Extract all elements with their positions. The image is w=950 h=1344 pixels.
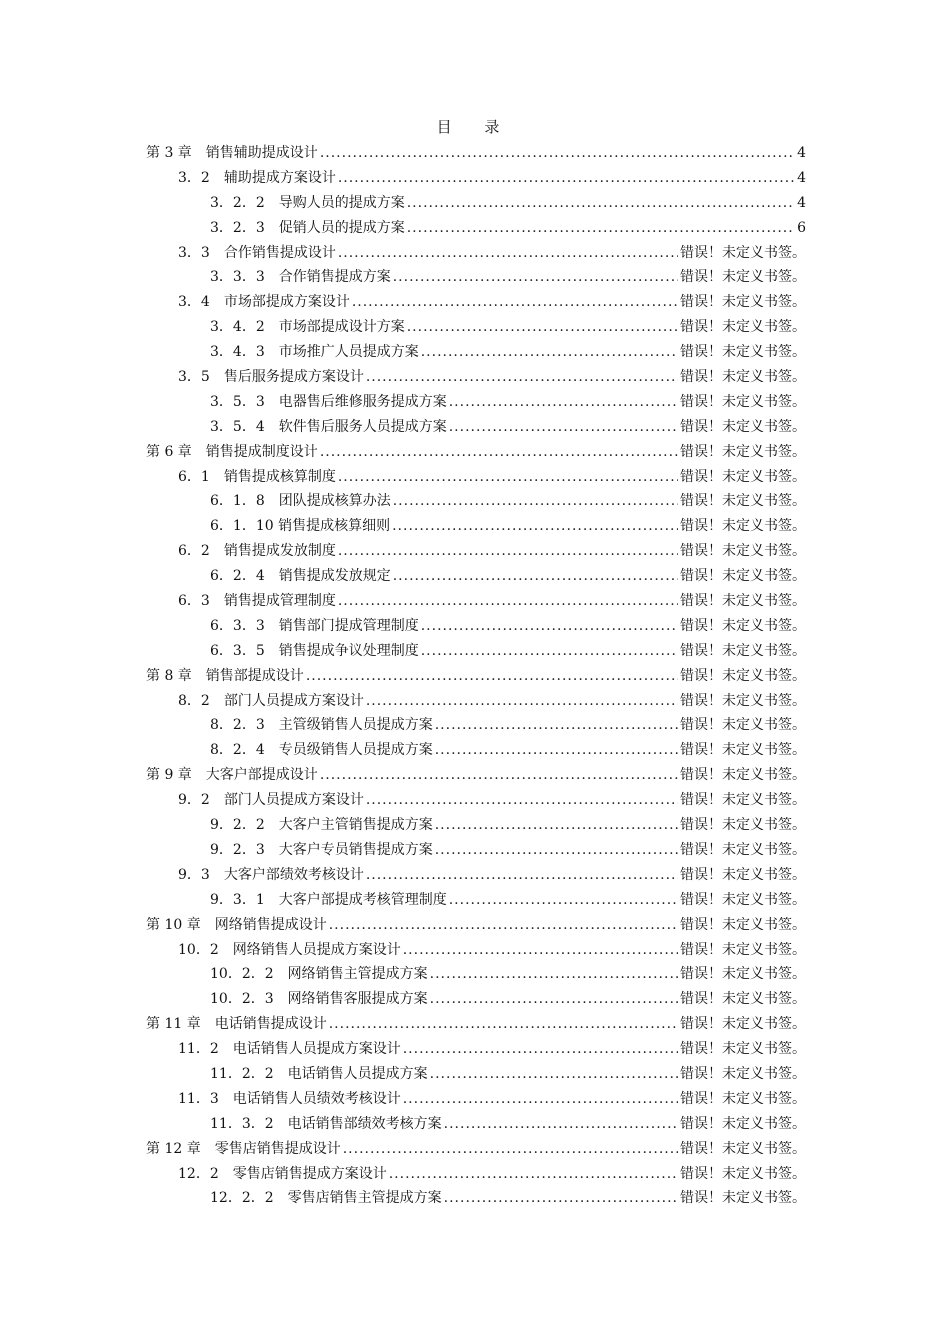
toc-entry-title: 第 9 章 大客户部提成设计: [146, 767, 318, 784]
toc-list: [146, 141, 806, 1211]
toc-dot-leader: [392, 514, 678, 539]
toc-entry-title: 3．4．2 市场部提成设计方案: [210, 319, 405, 336]
toc-entry-page: 错误！未定义书签。: [680, 916, 806, 933]
toc-entry-page: 错误！未定义书签。: [680, 767, 806, 784]
toc-entry[interactable]: [146, 1087, 806, 1112]
toc-dot-leader: [366, 788, 678, 813]
toc-entry-title: 3．2．2 导购人员的提成方案: [210, 194, 405, 211]
toc-entry-page: 错误！未定义书签。: [680, 642, 806, 659]
toc-entry-title: 10．2 网络销售人员提成方案设计: [178, 941, 401, 958]
toc-entry-title: 9．3．1 大客户部提成考核管理制度: [210, 891, 447, 908]
toc-entry[interactable]: [146, 241, 806, 266]
toc-entry-page: 错误！未定义书签。: [680, 1115, 806, 1132]
toc-entry[interactable]: [146, 863, 806, 888]
toc-dot-leader: [435, 813, 678, 838]
toc-dot-leader: [338, 166, 795, 191]
toc-entry[interactable]: [146, 1062, 806, 1087]
toc-entry[interactable]: [146, 465, 806, 490]
toc-entry[interactable]: [146, 713, 806, 738]
toc-entry-title: 6．1．8 团队提成核算办法: [210, 493, 391, 510]
toc-entry[interactable]: [146, 639, 806, 664]
toc-entry-page: 错误！未定义书签。: [680, 393, 806, 410]
toc-entry[interactable]: [146, 489, 806, 514]
toc-entry[interactable]: [146, 913, 806, 938]
toc-entry[interactable]: [146, 1037, 806, 1062]
toc-entry[interactable]: [146, 415, 806, 440]
toc-entry-page: 错误！未定义书签。: [680, 617, 806, 634]
toc-entry-page: 错误！未定义书签。: [680, 1016, 806, 1033]
toc-entry-page: 错误！未定义书签。: [680, 1041, 806, 1058]
toc-entry[interactable]: [146, 1162, 806, 1187]
toc-dot-leader: [403, 938, 678, 963]
toc-dot-leader: [306, 664, 678, 689]
toc-dot-leader: [320, 440, 678, 465]
toc-entry-title: 第 12 章 零售店销售提成设计: [146, 1140, 341, 1157]
toc-entry-title: 第 11 章 电话销售提成设计: [146, 1016, 327, 1033]
toc-entry-title: 11．3 电话销售人员绩效考核设计: [178, 1090, 401, 1107]
toc-entry[interactable]: [146, 514, 806, 539]
toc-entry[interactable]: [146, 440, 806, 465]
toc-entry-page: 错误！未定义书签。: [680, 866, 806, 883]
toc-entry-page: 6: [797, 219, 806, 236]
toc-entry[interactable]: [146, 838, 806, 863]
toc-dot-leader: [449, 888, 678, 913]
toc-entry-title: 6．3．5 销售提成争议处理制度: [210, 642, 419, 659]
toc-entry-page: 错误！未定义书签。: [680, 742, 806, 759]
toc-dot-leader: [366, 689, 678, 714]
toc-entry-title: 3．5．3 电器售后维修服务提成方案: [210, 393, 447, 410]
toc-entry-title: 11．2．2 电话销售人员提成方案: [210, 1065, 428, 1082]
toc-dot-leader: [407, 315, 678, 340]
toc-dot-leader: [352, 290, 678, 315]
toc-dot-leader: [320, 763, 678, 788]
toc-entry-title: 第 3 章 销售辅助提成设计: [146, 145, 318, 161]
toc-entry-page: 错误！未定义书签。: [680, 966, 806, 983]
toc-entry[interactable]: [146, 589, 806, 614]
toc-entry-page: 错误！未定义书签。: [680, 792, 806, 809]
toc-entry-title: 3．5．4 软件售后服务人员提成方案: [210, 418, 447, 435]
toc-entry-page: 错误！未定义书签。: [680, 991, 806, 1008]
toc-entry-page: 错误！未定义书签。: [680, 891, 806, 908]
toc-entry-title: 9．2．3 大客户专员销售提成方案: [210, 841, 433, 858]
toc-entry-page: 错误！未定义书签。: [680, 667, 806, 684]
toc-entry-page: 错误！未定义书签。: [680, 443, 806, 460]
toc-entry[interactable]: [146, 1112, 806, 1137]
toc-dot-leader: [320, 141, 795, 166]
toc-entry-title: 第 8 章 销售部提成设计: [146, 667, 304, 684]
toc-entry-title: 9．3 大客户部绩效考核设计: [178, 866, 364, 883]
toc-dot-leader: [343, 1137, 678, 1162]
toc-entry[interactable]: [146, 1012, 806, 1037]
toc-entry[interactable]: [146, 166, 806, 191]
toc-entry-title: 10．2．2 网络销售主管提成方案: [210, 966, 428, 983]
toc-entry-page: 错误！未定义书签。: [680, 817, 806, 834]
toc-entry[interactable]: [146, 689, 806, 714]
toc-dot-leader: [449, 390, 678, 415]
toc-dot-leader: [338, 241, 678, 266]
toc-entry-page: 错误！未定义书签。: [680, 568, 806, 585]
toc-entry-page: 错误！未定义书签。: [680, 344, 806, 361]
toc-entry-title: 9．2．2 大客户主管销售提成方案: [210, 817, 433, 834]
toc-entry-title: 第 10 章 网络销售提成设计: [146, 916, 327, 933]
toc-dot-leader: [329, 1012, 678, 1037]
toc-entry-page: 错误！未定义书签。: [680, 319, 806, 336]
toc-entry[interactable]: [146, 788, 806, 813]
toc-entry-page: 错误！未定义书签。: [680, 1190, 806, 1207]
toc-entry-page: 错误！未定义书签。: [680, 717, 806, 734]
toc-dot-leader: [407, 216, 795, 241]
toc-dot-leader: [407, 191, 795, 216]
toc-entry-title: 8．2．4 专员级销售人员提成方案: [210, 742, 433, 759]
toc-entry-page: 错误！未定义书签。: [680, 593, 806, 610]
toc-entry[interactable]: [146, 216, 806, 241]
toc-entry-page: 错误！未定义书签。: [680, 1140, 806, 1157]
toc-entry[interactable]: [146, 664, 806, 689]
toc-dot-leader: [403, 1087, 678, 1112]
toc-entry-title: 6．3 销售提成管理制度: [178, 593, 336, 610]
toc-entry-page: 4: [797, 145, 806, 161]
toc-entry-page: 错误！未定义书签。: [680, 1090, 806, 1107]
toc-entry[interactable]: [146, 987, 806, 1012]
toc-dot-leader: [338, 589, 678, 614]
toc-entry-title: 3．3 合作销售提成设计: [178, 244, 336, 261]
toc-entry-title: 11．3．2 电话销售部绩效考核方案: [210, 1115, 442, 1132]
toc-dot-leader: [338, 539, 678, 564]
toc-entry-page: 错误！未定义书签。: [680, 1165, 806, 1182]
toc-entry-title: 6．2．4 销售提成发放规定: [210, 568, 391, 585]
toc-entry-page: 错误！未定义书签。: [680, 841, 806, 858]
toc-entry[interactable]: [146, 888, 806, 913]
toc-dot-leader: [449, 415, 678, 440]
toc-entry-title: 6．2 销售提成发放制度: [178, 543, 336, 560]
toc-entry[interactable]: [146, 564, 806, 589]
toc-entry[interactable]: [146, 141, 806, 166]
toc-entry-title: 3．2．3 促销人员的提成方案: [210, 219, 405, 236]
toc-entry-page: 错误！未定义书签。: [680, 294, 806, 311]
toc-entry-page: 错误！未定义书签。: [680, 244, 806, 261]
toc-entry-title: 3．2 辅助提成方案设计: [178, 169, 336, 186]
toc-entry-title: 3．4．3 市场推广人员提成方案: [210, 344, 419, 361]
toc-entry-page: 4: [797, 169, 806, 186]
toc-dot-leader: [338, 465, 678, 490]
toc-dot-leader: [421, 639, 678, 664]
toc-dot-leader: [430, 962, 678, 987]
toc-entry-title: 9．2 部门人员提成方案设计: [178, 792, 364, 809]
toc-entry-title: 3．4 市场部提成方案设计: [178, 294, 350, 311]
toc-entry-page: 错误！未定义书签。: [680, 269, 806, 286]
toc-dot-leader: [393, 489, 678, 514]
toc-entry-title: 11．2 电话销售人员提成方案设计: [178, 1041, 401, 1058]
toc-entry-page: 错误！未定义书签。: [680, 518, 806, 535]
toc-entry[interactable]: [146, 539, 806, 564]
toc-entry-page: 错误！未定义书签。: [680, 468, 806, 485]
toc-title: 目 录: [436, 118, 514, 136]
toc-entry[interactable]: [146, 1186, 806, 1211]
toc-dot-leader: [366, 365, 678, 390]
toc-dot-leader: [444, 1186, 678, 1211]
toc-dot-leader: [421, 614, 678, 639]
toc-dot-leader: [389, 1162, 678, 1187]
toc-dot-leader: [444, 1112, 678, 1137]
toc-entry[interactable]: [146, 191, 806, 216]
toc-entry-title: 8．2．3 主管级销售人员提成方案: [210, 717, 433, 734]
toc-dot-leader: [393, 265, 678, 290]
toc-entry-title: 12．2 零售店销售提成方案设计: [178, 1165, 387, 1182]
toc-dot-leader: [329, 913, 678, 938]
toc-entry-page: 错误！未定义书签。: [680, 692, 806, 709]
toc-dot-leader: [421, 340, 678, 365]
toc-dot-leader: [430, 1062, 678, 1087]
toc-entry[interactable]: [146, 962, 806, 987]
toc-entry-title: 3．5 售后服务提成方案设计: [178, 369, 364, 386]
toc-entry[interactable]: [146, 390, 806, 415]
toc-entry-page: 错误！未定义书签。: [680, 1065, 806, 1082]
toc-dot-leader: [403, 1037, 678, 1062]
toc-entry[interactable]: [146, 614, 806, 639]
toc-entry[interactable]: [146, 290, 806, 315]
toc-dot-leader: [435, 738, 678, 763]
toc-entry[interactable]: [146, 938, 806, 963]
toc-entry-page: 错误！未定义书签。: [680, 369, 806, 386]
toc-entry-page: 错误！未定义书签。: [680, 543, 806, 560]
toc-entry-page: 错误！未定义书签。: [680, 418, 806, 435]
toc-entry-title: 8．2 部门人员提成方案设计: [178, 692, 364, 709]
toc-entry[interactable]: [146, 1137, 806, 1162]
toc-entry-page: 错误！未定义书签。: [680, 493, 806, 510]
toc-entry[interactable]: [146, 315, 806, 340]
toc-entry[interactable]: [146, 365, 806, 390]
toc-entry-title: 3．3．3 合作销售提成方案: [210, 269, 391, 286]
toc-dot-leader: [393, 564, 678, 589]
toc-dot-leader: [366, 863, 678, 888]
toc-entry[interactable]: [146, 738, 806, 763]
toc-entry-title: 6．1 销售提成核算制度: [178, 468, 336, 485]
toc-entry-title: 第 6 章 销售提成制度设计: [146, 443, 318, 460]
toc-entry-title: 6．3．3 销售部门提成管理制度: [210, 617, 419, 634]
toc-entry[interactable]: [146, 763, 806, 788]
toc-entry[interactable]: [146, 265, 806, 290]
toc-dot-leader: [435, 713, 678, 738]
toc-entry-page: 4: [797, 194, 806, 211]
toc-entry-page: 错误！未定义书签。: [680, 941, 806, 958]
toc-dot-leader: [435, 838, 678, 863]
toc-entry[interactable]: [146, 340, 806, 365]
toc-entry[interactable]: [146, 813, 806, 838]
toc-entry-title: 6．1．10 销售提成核算细则: [210, 518, 391, 535]
toc-entry-title: 12．2．2 零售店销售主管提成方案: [210, 1190, 442, 1207]
toc-entry-title: 10．2．3 网络销售客服提成方案: [210, 991, 428, 1008]
toc-dot-leader: [430, 987, 678, 1012]
